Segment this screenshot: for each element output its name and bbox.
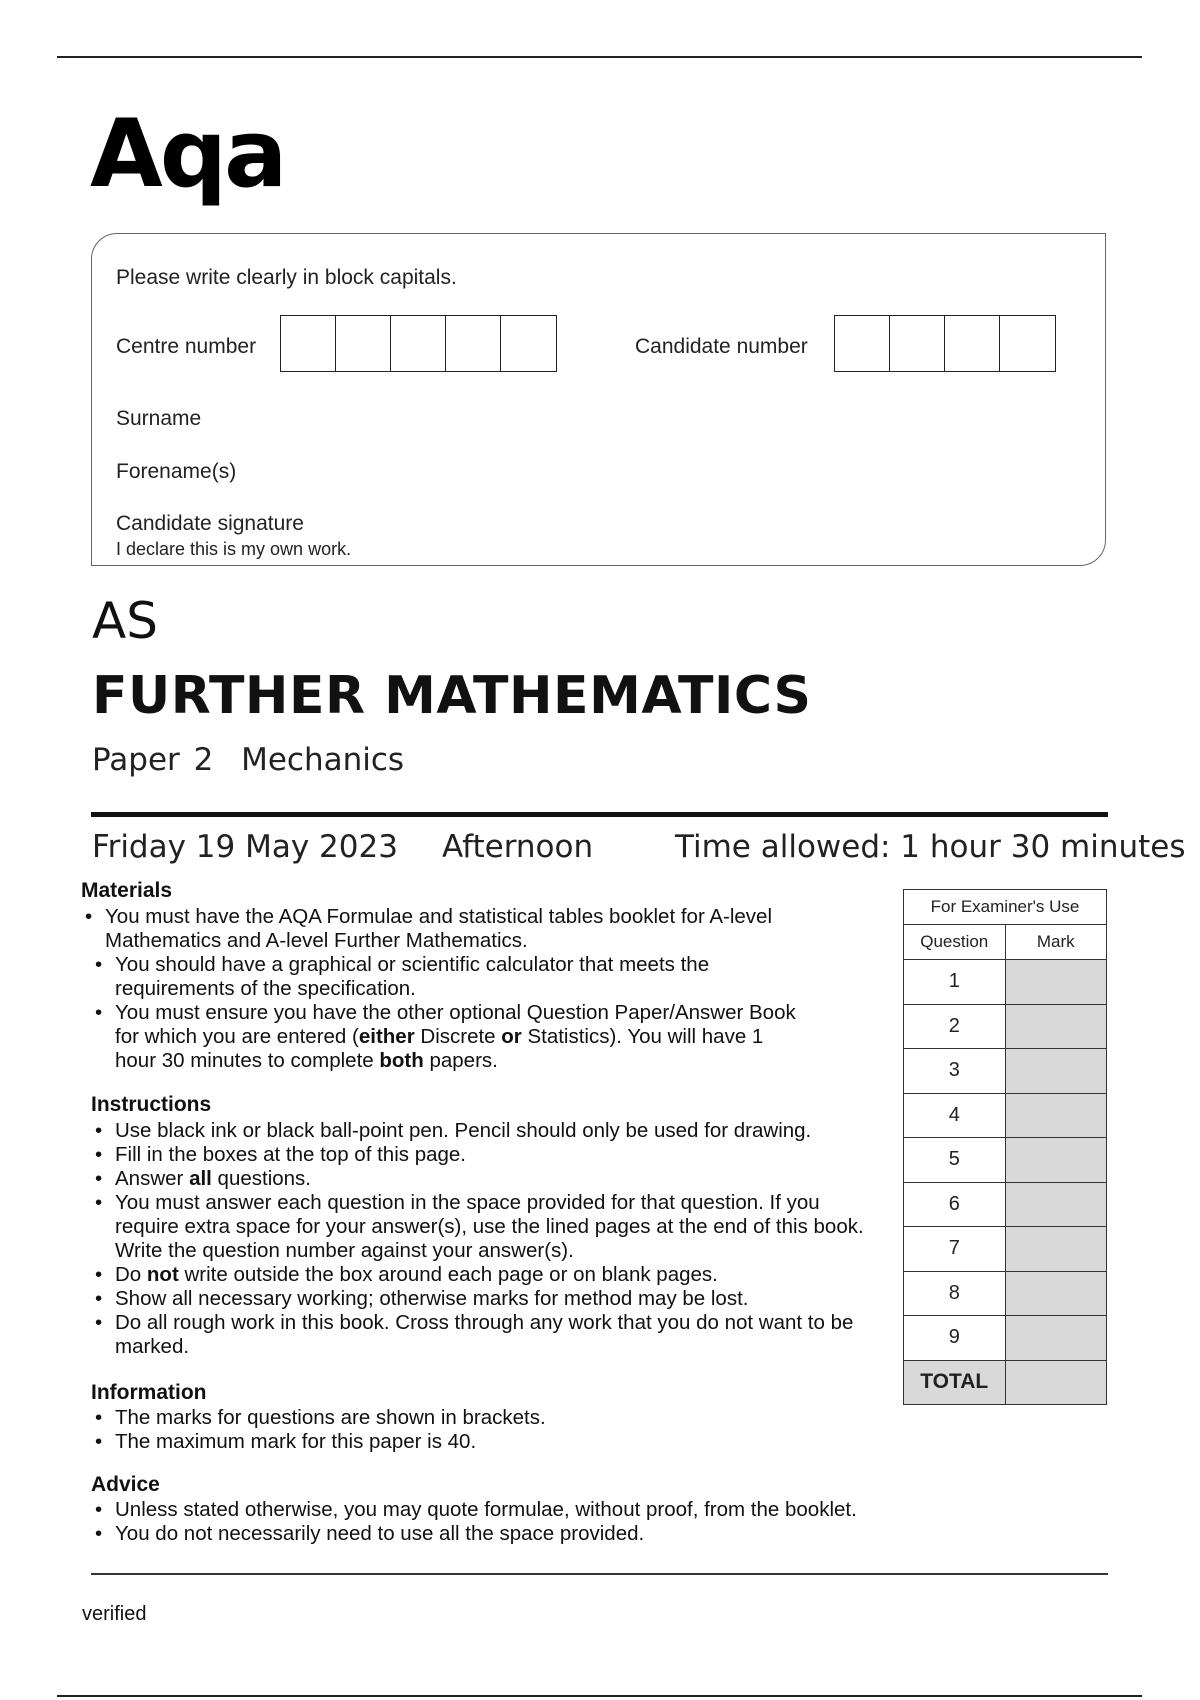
mark-cell: [1005, 1093, 1107, 1138]
exam-date: Friday 19 May 2023: [92, 829, 398, 865]
top-rule: [57, 56, 1142, 58]
candidate-number-boxes[interactable]: [834, 315, 1056, 372]
question-number: 4: [904, 1093, 1006, 1138]
examiners-use-table: [903, 889, 1107, 1405]
instructions-item: • Fill in the boxes at the top of this page.: [91, 1143, 901, 1167]
materials-item: • You should have a graphical or scientific calculator that meets the requirements of the specification.: [91, 953, 801, 1001]
aqa-logo: Aqa: [90, 100, 285, 209]
candidate-number-digit[interactable]: [945, 316, 1000, 371]
materials-item: • You must have the AQA Formulae and statistical tables booklet for A-level Mathematics and A-level Further Mathematics.: [81, 905, 801, 953]
mark-cell: [1005, 1271, 1107, 1316]
instructions-item: • Show all necessary working; otherwise marks for method may be lost.: [91, 1287, 901, 1311]
forenames-label: Forename(s): [116, 460, 237, 483]
instructions-item: • You must answer each question in the space provided for that question. If you require extra space for your answer(s), use the lined pages at the end of this book. Write the question number against your answer(s).: [91, 1191, 865, 1263]
candidate-number-digit[interactable]: [1000, 316, 1055, 371]
instructions-item: • Answer all questions.: [91, 1167, 901, 1191]
advice-heading: Advice: [91, 1473, 160, 1496]
question-number: 5: [904, 1138, 1006, 1183]
centre-number-boxes[interactable]: [280, 315, 557, 372]
surname-label: Surname: [116, 407, 202, 430]
materials-list: [81, 905, 801, 953]
bottom-rule: [57, 1695, 1142, 1697]
mark-cell: [1005, 1316, 1107, 1361]
total-mark-cell: [1005, 1360, 1107, 1405]
examiners-use-title: For Examiner's Use: [904, 890, 1107, 925]
declaration-text: I declare this is my own work.: [116, 539, 352, 559]
block-capitals-instruction: Please write clearly in block capitals.: [116, 266, 457, 289]
question-number: 8: [904, 1271, 1006, 1316]
centre-number-digit[interactable]: [501, 316, 556, 371]
materials-list-continued: [91, 953, 801, 1073]
instructions-item: • Do not write outside the box around each page or on blank pages.: [91, 1263, 901, 1287]
mark-column-header: Mark: [1005, 925, 1107, 960]
materials-heading: Materials: [81, 879, 173, 902]
signature-label: Candidate signature: [116, 512, 304, 535]
footer-verified-text: verified: [82, 1603, 147, 1625]
information-item: • The maximum mark for this paper is 40.: [91, 1430, 901, 1454]
question-column-header: Question: [904, 925, 1006, 960]
question-number: 6: [904, 1182, 1006, 1227]
instructions-heading: Instructions: [91, 1093, 212, 1116]
materials-item: • You must ensure you have the other optional Question Paper/Answer Book for which you are entered (either Discrete or Statistics). You will have 1 hour 30 minutes to complete both papers.: [91, 1001, 801, 1073]
information-list: [91, 1406, 901, 1454]
information-heading: Information: [91, 1381, 207, 1404]
title-rule: [91, 812, 1108, 817]
centre-number-digit[interactable]: [281, 316, 336, 371]
mark-cell: [1005, 1227, 1107, 1272]
information-item: • The marks for questions are shown in brackets.: [91, 1406, 901, 1430]
mark-cell: [1005, 960, 1107, 1005]
candidate-number-label: Candidate number: [635, 335, 808, 358]
lower-rule: [91, 1573, 1108, 1575]
question-number: 7: [904, 1227, 1006, 1272]
instructions-list: [91, 1119, 901, 1359]
instructions-item: • Do all rough work in this book. Cross through any work that you do not want to be marked.: [91, 1311, 865, 1359]
exam-session: Afternoon: [442, 829, 594, 865]
advice-list: [91, 1498, 991, 1546]
centre-number-digit[interactable]: [446, 316, 501, 371]
mark-cell: [1005, 1138, 1107, 1183]
mark-cell: [1005, 1049, 1107, 1094]
advice-item: • You do not necessarily need to use all the space provided.: [91, 1522, 991, 1546]
total-label: TOTAL: [904, 1360, 1006, 1405]
qualification-level: AS: [92, 592, 158, 650]
mark-cell: [1005, 1182, 1107, 1227]
centre-number-digit[interactable]: [391, 316, 446, 371]
advice-item: • Unless stated otherwise, you may quote formulae, without proof, from the booklet.: [91, 1498, 991, 1522]
time-allowed: Time allowed: 1 hour 30 minutes: [675, 829, 1186, 865]
subject-title: FURTHER MATHEMATICS: [92, 666, 812, 726]
candidate-number-digit[interactable]: [835, 316, 890, 371]
paper-title: Paper 2 Mechanics: [92, 742, 405, 778]
question-number: 9: [904, 1316, 1006, 1361]
candidate-number-digit[interactable]: [890, 316, 945, 371]
mark-cell: [1005, 1004, 1107, 1049]
centre-number-label: Centre number: [116, 335, 257, 358]
question-number: 1: [904, 960, 1006, 1005]
question-number: 3: [904, 1049, 1006, 1094]
centre-number-digit[interactable]: [336, 316, 391, 371]
instructions-item: • Use black ink or black ball-point pen. Pencil should only be used for drawing.: [91, 1119, 901, 1143]
question-number: 2: [904, 1004, 1006, 1049]
